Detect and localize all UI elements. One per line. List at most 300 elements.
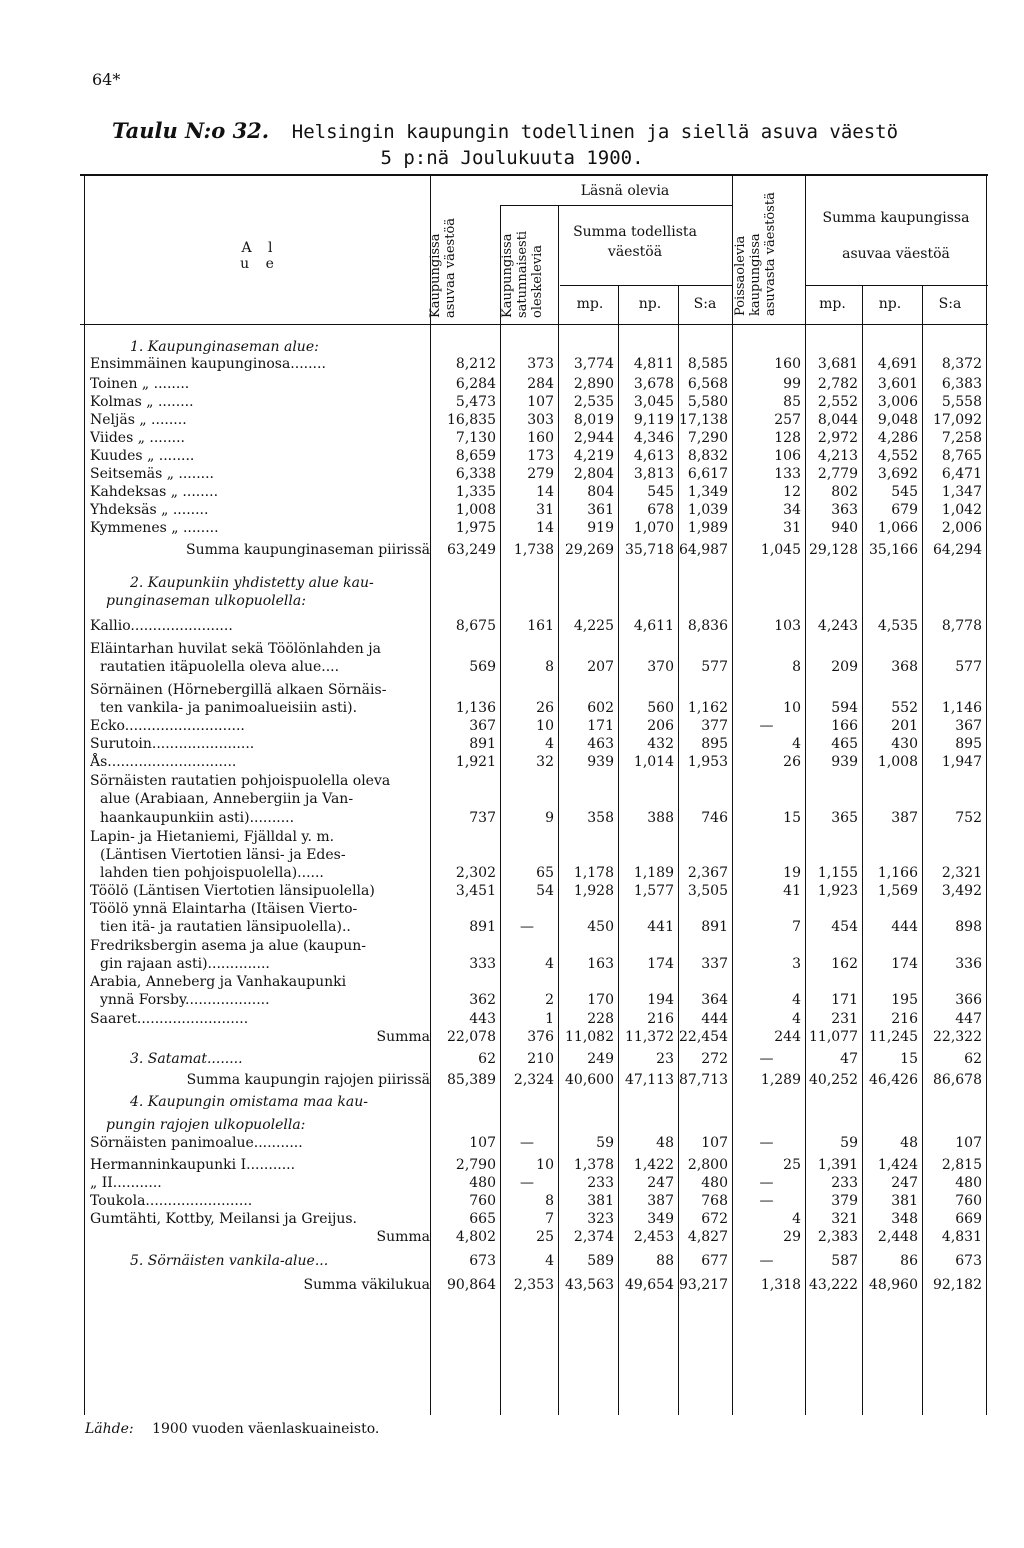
table-cell: 1,318 (760, 1277, 801, 1293)
table-cell: 279 (527, 466, 554, 482)
table-cell: 444 (701, 1011, 728, 1027)
row-label: Summa kaupungin rajojen piirissä (186, 1072, 430, 1088)
table-cell: 1,378 (573, 1157, 614, 1173)
row-label: Summa väkilukua (303, 1277, 430, 1293)
table-row (0, 640, 1024, 658)
table-cell: 2,353 (513, 1277, 554, 1293)
row-label: Töölö ynnä Elaintarha (Itäisen Viertο- (90, 901, 358, 917)
table-cell: — (520, 1175, 534, 1191)
table-cell: 673 (469, 1253, 496, 1269)
row-label: Kuudes „ ........ (90, 448, 195, 464)
table-row (0, 592, 1024, 610)
table-cell: 4 (792, 992, 801, 1008)
table-cell: 895 (701, 736, 728, 752)
table-cell: 454 (831, 919, 858, 935)
table-row (0, 753, 1024, 771)
table-row (0, 717, 1024, 735)
table-cell: 447 (955, 1011, 982, 1027)
row-label: Surutoin....................... (90, 736, 255, 752)
header-hline-2 (560, 285, 732, 286)
top-rule (80, 174, 988, 176)
table-cell: 43,222 (809, 1277, 858, 1293)
table-row (0, 429, 1024, 447)
table-cell: 665 (469, 1211, 496, 1227)
table-cell: 4,802 (455, 1229, 496, 1245)
row-label: Eläintarhan huvilat sekä Töölönlahden ja (90, 641, 381, 657)
row-label: 2. Kaupunkiin yhdistetty alue kau- (130, 575, 374, 591)
table-row (0, 735, 1024, 753)
table-number: Taulu N:o 32. (112, 118, 270, 143)
table-row (0, 658, 1024, 676)
table-cell: 7,290 (687, 430, 728, 446)
table-cell: 4,613 (633, 448, 674, 464)
table-cell: 2,324 (513, 1072, 554, 1088)
table-cell: 673 (955, 1253, 982, 1269)
table-cell: 22,454 (679, 1029, 728, 1045)
table-cell: 1,347 (941, 484, 982, 500)
header-lasna: Läsnä olevia (580, 183, 670, 199)
table-row (0, 991, 1024, 1009)
table-cell: 11,245 (869, 1029, 918, 1045)
table-cell: 31 (536, 502, 554, 518)
table-row (0, 1028, 1024, 1046)
table-cell: 6,471 (941, 466, 982, 482)
table-cell: 2,790 (455, 1157, 496, 1173)
header-np-2: np. (878, 296, 902, 312)
table-cell: 430 (891, 736, 918, 752)
table-cell: 9 (545, 810, 554, 826)
table-cell: 303 (527, 412, 554, 428)
table-cell: 348 (891, 1211, 918, 1227)
table-cell: 337 (701, 956, 728, 972)
row-label: Fredriksbergin asema ja alue (kaupun- (90, 938, 366, 954)
table-cell: 678 (647, 502, 674, 518)
table-cell: 1,928 (573, 883, 614, 899)
table-cell: 7,130 (455, 430, 496, 446)
header-alue: A l u e (240, 240, 280, 272)
header-poissa: Poissaolevia kaupungissa asuvasta väestöstä (733, 192, 778, 316)
table-cell: 589 (587, 1253, 614, 1269)
table-cell: 463 (587, 736, 614, 752)
table-cell: 3,601 (877, 376, 918, 392)
table-cell: 47 (840, 1051, 858, 1067)
row-label: gin rajaan asti).............. (100, 956, 270, 972)
table-cell: 752 (955, 810, 982, 826)
table-cell: 171 (831, 992, 858, 1008)
table-cell: 34 (783, 502, 801, 518)
row-label: Sörnäinen (Hörnebergillä alkaen Sörnäis- (90, 682, 387, 698)
table-cell: 160 (774, 356, 801, 372)
table-cell: 1,424 (877, 1157, 918, 1173)
table-cell: 8,778 (941, 618, 982, 634)
table-cell: 1,335 (455, 484, 496, 500)
table-row (0, 790, 1024, 808)
row-label: Yhdeksäs „ ........ (90, 502, 209, 518)
table-cell: — (759, 1253, 774, 1269)
table-cell: 802 (831, 484, 858, 500)
header-mp-2: mp. (819, 296, 846, 312)
table-cell: 377 (701, 718, 728, 734)
table-cell: 366 (955, 992, 982, 1008)
table-cell: 381 (587, 1193, 614, 1209)
table-cell: — (759, 1051, 774, 1067)
table-row (0, 882, 1024, 900)
row-label: Ecko........................... (90, 718, 245, 734)
table-row (0, 1276, 1024, 1294)
table-cell: 85,389 (447, 1072, 496, 1088)
table-cell: 3,813 (633, 466, 674, 482)
table-cell: 4,243 (817, 618, 858, 634)
table-cell: 3,492 (941, 883, 982, 899)
table-cell: 8,659 (455, 448, 496, 464)
table-cell: 2,535 (573, 394, 614, 410)
table-cell: 54 (536, 883, 554, 899)
table-cell: 3,774 (573, 356, 614, 372)
table-cell: 32 (536, 754, 554, 770)
table-cell: 87,713 (679, 1072, 728, 1088)
table-cell: 891 (701, 919, 728, 935)
table-row (0, 541, 1024, 559)
table-cell: 92,182 (933, 1277, 982, 1293)
table-date: 5 p:nä Joulukuuta 1900. (380, 147, 644, 169)
table-cell: 210 (527, 1051, 554, 1067)
table-cell: 1,289 (760, 1072, 801, 1088)
table-cell: 376 (527, 1029, 554, 1045)
table-cell: — (520, 919, 534, 935)
table-cell: 63,249 (447, 542, 496, 558)
header-sa-1: S:a (693, 296, 717, 312)
row-label: 4. Kaupungin omistama maa kau- (130, 1094, 368, 1110)
table-cell: 1,014 (633, 754, 674, 770)
table-cell: 15 (783, 810, 801, 826)
table-cell: 62 (478, 1051, 496, 1067)
table-cell: 228 (587, 1011, 614, 1027)
table-cell: 173 (527, 448, 554, 464)
table-cell: 362 (469, 992, 496, 1008)
table-cell: 62 (964, 1051, 982, 1067)
table-cell: 6,383 (941, 376, 982, 392)
table-cell: 160 (527, 430, 554, 446)
table-cell: 1,008 (877, 754, 918, 770)
table-cell: 6,284 (455, 376, 496, 392)
table-cell: 450 (587, 919, 614, 935)
table-cell: 441 (647, 919, 674, 935)
row-label: ynnä Forsby................... (100, 992, 270, 1008)
table-cell: 4,691 (877, 356, 918, 372)
table-cell: 49,654 (625, 1277, 674, 1293)
table-cell: 41 (783, 883, 801, 899)
table-cell: 2,804 (573, 466, 614, 482)
table-cell: 8,019 (573, 412, 614, 428)
table-cell: 3,451 (455, 883, 496, 899)
table-row (0, 375, 1024, 393)
table-cell: 90,864 (447, 1277, 496, 1293)
table-cell: 321 (831, 1211, 858, 1227)
table-cell: 465 (831, 736, 858, 752)
table-cell: 48,960 (869, 1277, 918, 1293)
table-cell: 162 (831, 956, 858, 972)
table-cell: 93,217 (679, 1277, 728, 1293)
header-rule (80, 324, 988, 325)
table-cell: 86,678 (933, 1072, 982, 1088)
table-cell: 17,092 (933, 412, 982, 428)
table-cell: 594 (831, 700, 858, 716)
table-cell: 206 (647, 718, 674, 734)
table-cell: 174 (647, 956, 674, 972)
table-cell: 444 (891, 919, 918, 935)
table-cell: 760 (469, 1193, 496, 1209)
table-cell: 919 (587, 520, 614, 536)
table-cell: 106 (774, 448, 801, 464)
table-cell: 1,569 (877, 883, 918, 899)
table-cell: 43,563 (565, 1277, 614, 1293)
table-row (0, 447, 1024, 465)
table-cell: 19 (783, 865, 801, 881)
row-label: „ II........... (90, 1175, 162, 1191)
table-row (0, 828, 1024, 846)
table-cell: 577 (955, 659, 982, 675)
table-cell: 367 (469, 718, 496, 734)
table-cell: 768 (701, 1193, 728, 1209)
table-title (112, 118, 898, 143)
table-row (0, 501, 1024, 519)
row-label: lahden tien pohjoispuolella)...... (100, 865, 324, 881)
table-row (0, 411, 1024, 429)
table-cell: 272 (701, 1051, 728, 1067)
table-row (0, 1071, 1024, 1089)
table-cell: 2,383 (817, 1229, 858, 1245)
table-cell: 1,045 (760, 542, 801, 558)
table-cell: 11,372 (625, 1029, 674, 1045)
table-cell: 2,815 (941, 1157, 982, 1173)
table-cell: 5,580 (687, 394, 728, 410)
table-cell: 247 (891, 1175, 918, 1191)
table-cell: 6,568 (687, 376, 728, 392)
table-cell: 170 (587, 992, 614, 1008)
row-label: punginaseman ulkopuolella: (106, 593, 306, 609)
table-cell: 40,252 (809, 1072, 858, 1088)
table-cell: 1,066 (877, 520, 918, 536)
source-note (85, 1421, 379, 1437)
table-cell: 370 (647, 659, 674, 675)
table-cell: 480 (701, 1175, 728, 1191)
table-cell: — (520, 1135, 534, 1151)
table-cell: 201 (891, 718, 918, 734)
table-cell: 249 (587, 1051, 614, 1067)
table-cell: 1,155 (817, 865, 858, 881)
table-cell: 336 (955, 956, 982, 972)
row-label: Sörnäisten panimoalue........... (90, 1135, 303, 1151)
table-cell: 443 (469, 1011, 496, 1027)
row-label: pungin rajojen ulkopuolella: (106, 1117, 306, 1133)
table-cell: 195 (891, 992, 918, 1008)
table-cell: 8 (545, 659, 554, 675)
table-cell: 4 (792, 1011, 801, 1027)
table-cell: 4,552 (877, 448, 918, 464)
table-row (0, 338, 1024, 356)
table-row (0, 1252, 1024, 1270)
table-cell: 31 (783, 520, 801, 536)
table-cell: 14 (536, 484, 554, 500)
table-cell: 560 (647, 700, 674, 716)
table-cell: 4 (792, 736, 801, 752)
table-cell: 8,044 (817, 412, 858, 428)
table-cell: — (759, 1193, 774, 1209)
row-label: Saaret......................... (90, 1011, 249, 1027)
table-cell: 480 (955, 1175, 982, 1191)
table-cell: 2,367 (687, 865, 728, 881)
table-cell: 9,048 (877, 412, 918, 428)
row-label: Seitsemäs „ ........ (90, 466, 215, 482)
table-cell: 2,453 (633, 1229, 674, 1245)
table-cell: 7,258 (941, 430, 982, 446)
table-cell: 1,008 (455, 502, 496, 518)
table-cell: 2 (545, 992, 554, 1008)
table-cell: 25 (536, 1229, 554, 1245)
table-cell: 26 (536, 700, 554, 716)
row-label: rautatien itäpuolella oleva alue.... (100, 659, 340, 675)
table-cell: 128 (774, 430, 801, 446)
table-row (0, 465, 1024, 483)
table-cell: 48 (656, 1135, 674, 1151)
table-row (0, 483, 1024, 501)
table-cell: 10 (536, 1157, 554, 1173)
table-cell: 545 (891, 484, 918, 500)
table-row (0, 1210, 1024, 1228)
table-cell: 29,269 (565, 542, 614, 558)
row-label: Töölö (Läntisen Viertotien länsipuolella) (90, 883, 375, 899)
row-label: Kallio....................... (90, 618, 233, 634)
table-cell: 8,372 (941, 356, 982, 372)
table-cell: 163 (587, 956, 614, 972)
table-cell: 381 (891, 1193, 918, 1209)
row-label: haankaupunkiin asti).......... (100, 810, 295, 826)
row-label: Toukola........................ (90, 1193, 253, 1209)
table-cell: 284 (527, 376, 554, 392)
table-row (0, 1174, 1024, 1192)
table-cell: 891 (469, 736, 496, 752)
source-label: Lähde: (85, 1421, 134, 1437)
header-mp-1: mp. (576, 296, 604, 312)
table-cell: 679 (891, 502, 918, 518)
table-cell: 602 (587, 700, 614, 716)
table-cell: 244 (774, 1029, 801, 1045)
table-cell: 17,138 (679, 412, 728, 428)
table-cell: 333 (469, 956, 496, 972)
table-cell: 367 (955, 718, 982, 734)
table-cell: 166 (831, 718, 858, 734)
table-cell: 35,166 (869, 542, 918, 558)
table-cell: 2,890 (573, 376, 614, 392)
table-cell: 1,738 (513, 542, 554, 558)
table-cell: — (759, 718, 774, 734)
table-cell: 29,128 (809, 542, 858, 558)
table-cell: 940 (831, 520, 858, 536)
table-cell: 6,617 (687, 466, 728, 482)
table-cell: 2,972 (817, 430, 858, 446)
table-cell: 760 (955, 1193, 982, 1209)
table-cell: 373 (527, 356, 554, 372)
table-cell: 107 (701, 1135, 728, 1151)
header-sa-2: S:a (938, 296, 962, 312)
table-row (0, 617, 1024, 635)
table-row (0, 864, 1024, 882)
table-row (0, 699, 1024, 717)
table-cell: 8,675 (455, 618, 496, 634)
table-cell: 891 (469, 919, 496, 935)
table-cell: 365 (831, 810, 858, 826)
table-cell: 552 (891, 700, 918, 716)
table-cell: 677 (701, 1253, 728, 1269)
page-number: 64* (92, 70, 121, 89)
table-cell: 939 (587, 754, 614, 770)
table-cell: 387 (647, 1193, 674, 1209)
table-cell: 432 (647, 736, 674, 752)
table-cell: 1,039 (687, 502, 728, 518)
table-cell: 8,212 (455, 356, 496, 372)
table-cell: 1,349 (687, 484, 728, 500)
table-row (0, 681, 1024, 699)
header-hline-1 (500, 205, 732, 206)
header-col1: Kaupungissa asuvaa väestöä (428, 217, 458, 318)
table-cell: — (759, 1135, 774, 1151)
table-cell: 1,136 (455, 700, 496, 716)
table-cell: 1,391 (817, 1157, 858, 1173)
table-cell: 3,045 (633, 394, 674, 410)
table-cell: 4,225 (573, 618, 614, 634)
table-row (0, 846, 1024, 864)
table-cell: 1,162 (687, 700, 728, 716)
row-label: Toinen „ ........ (90, 376, 190, 392)
row-label: Hermanninkaupunki I........... (90, 1157, 296, 1173)
table-cell: 4,535 (877, 618, 918, 634)
table-cell: 4 (545, 956, 554, 972)
table-cell: 7 (792, 919, 801, 935)
row-label: ten vankila- ja panimoalueisiin asti). (100, 700, 358, 716)
table-cell: 1,070 (633, 520, 674, 536)
table-cell: 35,718 (625, 542, 674, 558)
table-cell: 209 (831, 659, 858, 675)
table-cell: 1 (545, 1011, 554, 1027)
table-cell: 257 (774, 412, 801, 428)
table-cell: 6,338 (455, 466, 496, 482)
table-row (0, 1192, 1024, 1210)
table-cell: — (759, 1175, 774, 1191)
table-cell: 2,321 (941, 865, 982, 881)
row-label: (Läntisen Viertotien länsi- ja Edes- (100, 847, 346, 863)
table-cell: 29 (783, 1229, 801, 1245)
row-label: Summa (376, 1029, 430, 1045)
table-cell: 25 (783, 1157, 801, 1173)
table-cell: 26 (783, 754, 801, 770)
table-cell: 16,835 (447, 412, 496, 428)
header-col2: Kaupungissa satunnaisesti oleskelevia (500, 230, 545, 318)
table-cell: 480 (469, 1175, 496, 1191)
table-cell: 4 (545, 1253, 554, 1269)
table-cell: 569 (469, 659, 496, 675)
table-row (0, 1134, 1024, 1152)
table-cell: 1,947 (941, 754, 982, 770)
table-cell: 3,006 (877, 394, 918, 410)
table-cell: 577 (701, 659, 728, 675)
table-cell: 1,166 (877, 865, 918, 881)
table-cell: 207 (587, 659, 614, 675)
table-cell: 107 (527, 394, 554, 410)
table-cell: 4,611 (633, 618, 674, 634)
table-cell: 1,422 (633, 1157, 674, 1173)
table-cell: 107 (469, 1135, 496, 1151)
table-cell: 2,302 (455, 865, 496, 881)
